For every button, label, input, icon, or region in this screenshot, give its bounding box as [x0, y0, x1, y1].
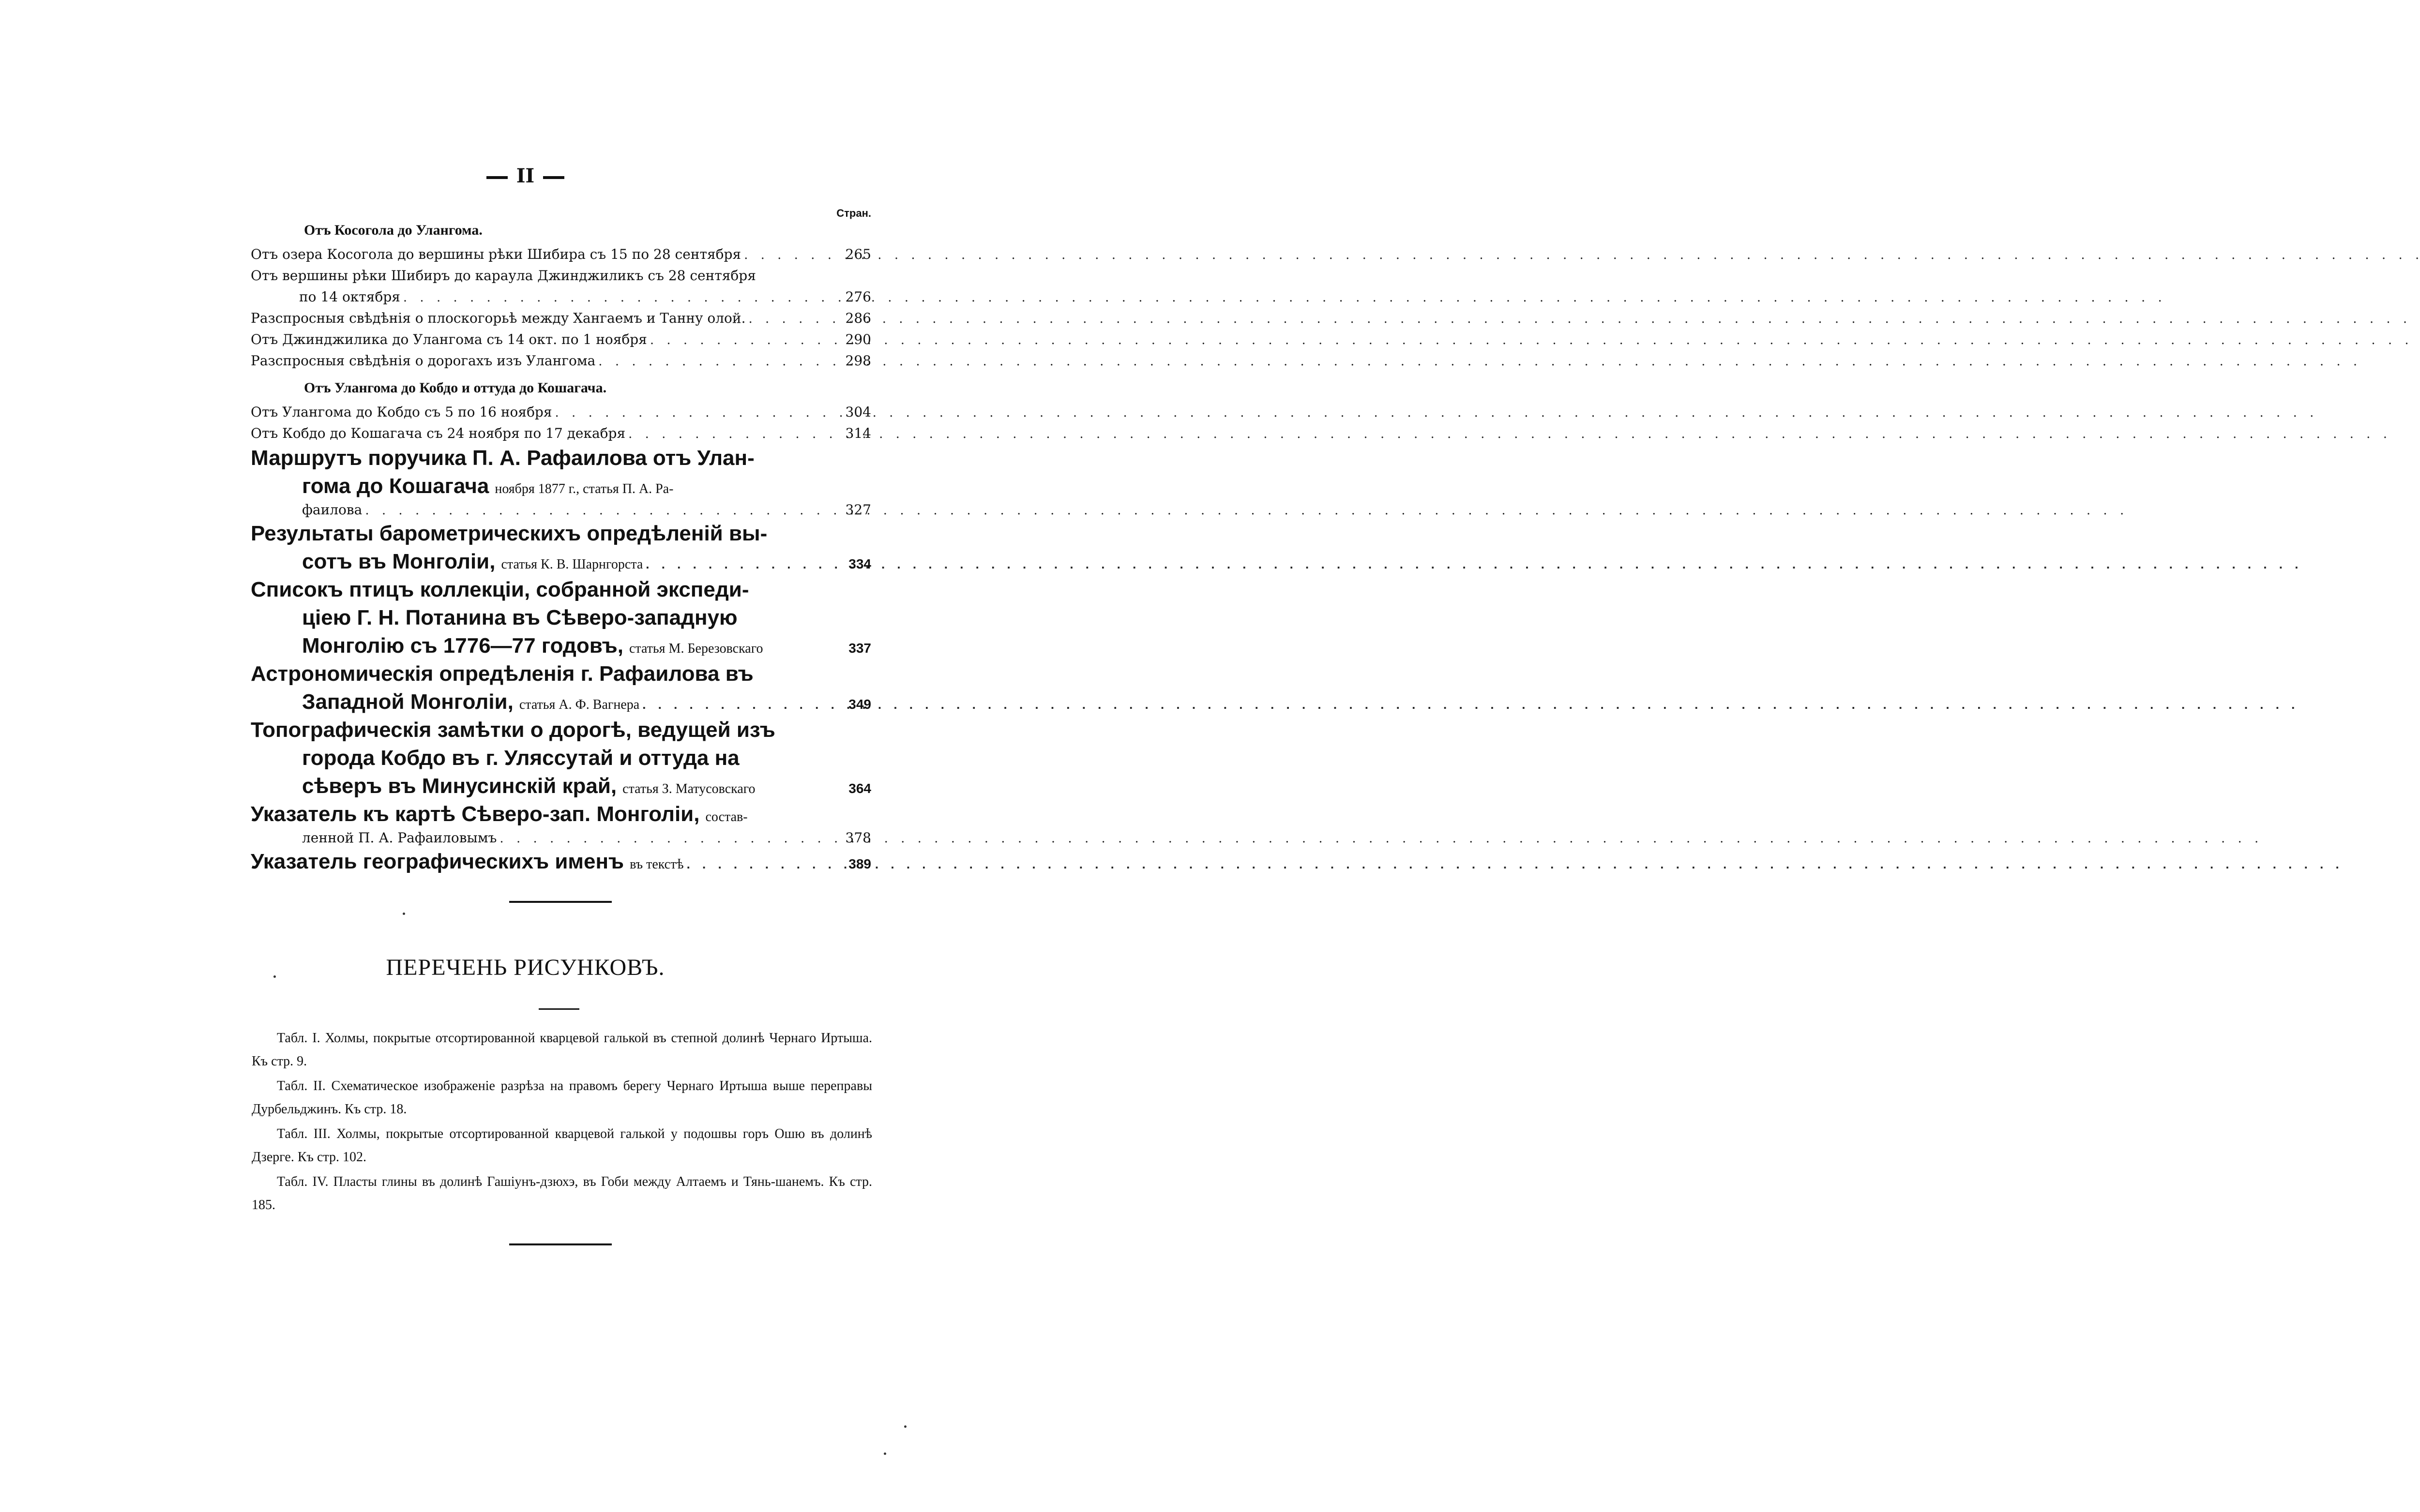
end-divider: [509, 1243, 612, 1245]
figure-item[interactable]: Табл. II. Схематическое изображеніе разрѣза на правомъ берегу Чернаго Иртыша выше переправы Дурбельджинъ. Къ стр. 18.: [252, 1078, 872, 1117]
page-ref: 298: [845, 353, 871, 369]
section-heading: Отъ Улангома до Кобдо и оттуда до Кошагача.: [304, 380, 607, 396]
figure-item[interactable]: Табл. IV. Пласты глины въ долинѣ Гашіунъ-дзюхэ, въ Гоби между Алтаемъ и Тянь-шанемъ. Къ стр. 185.: [252, 1174, 872, 1213]
leader-dots: [684, 850, 2344, 878]
leader-dots: [552, 402, 2318, 423]
header-dash-right: [543, 176, 564, 179]
major-entry-line[interactable]: города Кобдо въ г. Уляссутай и оттуда на: [302, 746, 740, 770]
major-entry-line[interactable]: Маршрутъ поручика П. А. Рафаилова отъ Улан-: [251, 446, 755, 470]
table-of-contents: [251, 217, 871, 876]
page-ref: 349: [848, 697, 871, 712]
major-entry-line[interactable]: Указатель географическихъ именъ въ текстѣ . . . 389: [251, 848, 871, 876]
toc-entry[interactable]: Разспросныя свѣдѣнія о дорогахъ изъ Улангома . . . 298: [251, 350, 871, 372]
page-ref: 286: [845, 310, 871, 326]
major-entry-line[interactable]: ленной П. А. Рафаиловымъ . . . 378: [251, 828, 871, 848]
major-entry-line[interactable]: сѣверъ въ Минусинскій край, статья З. Матусовскаго 364: [251, 772, 871, 800]
scan-speck: [273, 975, 276, 978]
toc-entry[interactable]: Разспросныя свѣдѣнія о плоскогорьѣ между Хангаемъ и Танну олой. . . . 286: [251, 308, 871, 329]
page-ref: 378: [845, 830, 871, 846]
page-ref: 304: [845, 404, 871, 420]
toc-entry[interactable]: Отъ вершины рѣки Шибиръ до караула Джинджиликъ съ 28 сентября: [251, 268, 756, 284]
page-ref: 364: [848, 781, 871, 796]
leader-dots: [741, 244, 2420, 266]
toc-entry-continued[interactable]: по 14 октября . . . 276: [251, 286, 871, 308]
toc-entry[interactable]: Отъ Улангома до Кобдо съ 5 по 16 ноября . . . 304: [251, 402, 871, 423]
figures-heading: ПЕРЕЧЕНЬ РИСУНКОВЪ.: [386, 955, 665, 980]
toc-entry[interactable]: Отъ Джинджилика до Улангома съ 14 окт. по 1 ноября . . . 290: [251, 329, 871, 350]
header-dash-left: [486, 176, 508, 179]
leader-dots: [497, 829, 2263, 848]
toc-entry[interactable]: Отъ озера Косогола до вершины рѣки Шибира съ 15 по 28 сентября . . . 265: [251, 244, 871, 265]
major-entry-line[interactable]: гома до Кошагача ноября 1877 г., статья П. А. Ра-: [302, 474, 674, 498]
major-entry-line[interactable]: сотъ въ Монголіи, статья К. В. Шарнгорста . . . 334: [251, 548, 871, 576]
leader-dots: [625, 423, 2391, 445]
major-entry-line[interactable]: Монголію съ 1776—77 годовъ, статья М. Березовскаго 337: [251, 632, 871, 660]
major-entry-line[interactable]: Списокъ птицъ коллекціи, собранной экспеди-: [251, 578, 749, 601]
scan-speck: [904, 1425, 907, 1428]
page-ref: 314: [845, 425, 871, 441]
page-ref: 290: [845, 331, 871, 347]
leader-dots: [745, 308, 2420, 329]
figure-item[interactable]: Табл. I. Холмы, покрытые отсортированной кварцевой галькой въ степной долинѣ Чернаго Иртыша. Къ стр. 9.: [252, 1031, 872, 1069]
page-ref: 265: [845, 246, 871, 262]
figure-item[interactable]: Табл. III. Холмы, покрытые отсортированной кварцевой галькой у подошвы горъ Ошю въ долинѣ Дзерге. Къ стр. 102.: [252, 1126, 872, 1165]
page-ref: 389: [848, 856, 871, 871]
leader-dots: [639, 690, 2299, 719]
pages-column-label: Стран.: [836, 207, 871, 219]
scan-speck: [403, 913, 405, 915]
page-ref: 276: [845, 289, 871, 305]
leader-dots: [362, 501, 2128, 520]
major-entry-line[interactable]: Западной Монголіи, статья А. Ф. Вагнера . . . 349: [251, 688, 871, 716]
major-entry-line[interactable]: фаилова . . . 327: [251, 500, 871, 520]
figures-list: [252, 1027, 872, 1218]
toc-entry[interactable]: Отъ Кобдо до Кошагача съ 24 ноября по 17 декабря . . . 314: [251, 423, 871, 444]
page-header: [0, 165, 1051, 187]
scan-speck: [884, 1452, 886, 1455]
major-entry-line[interactable]: Результаты барометрическихъ опредѣленій вы-: [251, 522, 768, 545]
leader-dots: [647, 329, 2413, 351]
leader-dots: [400, 287, 2166, 308]
heading-underline: [539, 1008, 579, 1010]
major-entry-line[interactable]: Астрономическія опредѣленія г. Рафаилова въ: [251, 662, 754, 686]
section-heading: Отъ Косогола до Улангома.: [304, 222, 483, 238]
page-ref: 327: [845, 502, 871, 518]
section-divider: [509, 901, 612, 903]
leader-dots: [643, 550, 2302, 578]
major-entry-line[interactable]: Топографическія замѣтки о дорогѣ, ведущей изъ: [251, 718, 775, 742]
page-ref: 337: [848, 641, 871, 656]
page-number: II: [516, 165, 535, 187]
major-entry-line[interactable]: ціею Г. Н. Потанина въ Сѣверо-западную: [302, 606, 738, 629]
document-page: [0, 0, 1051, 1512]
page-ref: 334: [848, 556, 871, 571]
major-entry-line[interactable]: Указатель къ картѣ Сѣверо-зап. Монголіи, состав-: [251, 802, 748, 826]
